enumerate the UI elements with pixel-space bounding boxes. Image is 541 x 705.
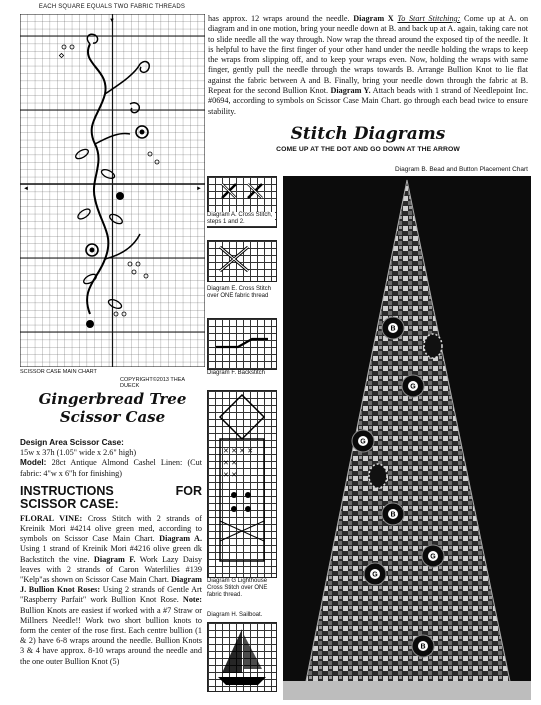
pattern-title: [20, 390, 205, 426]
note-text: Bullion Knots are easiest if worked with a #7 Straw or Millners Needle!! Work two short bullion knots to form the center of the rose first. Each centre bullion (1 & 2) have 6-8 wraps around the needle. Bullion Knots 3 & 4 have approx. 8-10 wraps around the needle and the one outer Bullion Knot (5): [20, 605, 202, 666]
design-area-label: Design Area Scissor Case:: [20, 438, 124, 447]
diagram-y-ref: Diagram Y.: [330, 86, 371, 96]
diagram-f-ref: Diagram F.: [93, 554, 136, 564]
top-paragraph-part-2: Come up at A. on diagram and in one motion, bring your needle down at B. and back up at A. again, taking care not to slide needle all the way through. Now wrap the thread around the exposed tip of the needle. It is helpful to have the first finger of your other hand under the needle holding the wraps to keep the wraps from slipping off, and to keep your wraps even. Now, holding the wraps with same finger, gently pull the needle through the wraps towards B. Arrange Bullion Knot to lie flat against the fabric between A and B. Finally, bring your needle down through the fabric at B. Repeat for the second Bullion Knot.: [208, 14, 529, 96]
svg-text:✕ ✕ ✕ ✕: ✕ ✕ ✕ ✕: [223, 447, 254, 455]
diagram-g-grid: [207, 390, 277, 578]
diagram-j-ref: Diagram J. Bullion Knot Roses:: [20, 575, 202, 595]
photo-caption: Diagram B. Bead and Button Placement Chart: [395, 166, 528, 173]
floral-vine-text: Cross Stitch with 2 strands of Kreinik Mori #4214 olive green med, according to symbols on Scissor Case Main Chart.: [20, 513, 202, 544]
button-letter: G: [410, 383, 416, 391]
bullion-text: Using 2 strands of Gentle Art "Raspberry Parfait" work Bullion Knot Rose.: [20, 585, 203, 605]
title-line-2: Scissor Case: [59, 408, 166, 426]
button-letter: B: [390, 511, 396, 519]
diagram-h-grid: [207, 622, 277, 692]
model-value: 28ct Antique Almond Cashel Linen: (Cut fabric: 4"w x 6"h for finishing): [20, 458, 203, 478]
instructions-heading-line2: SCISSOR CASE:: [20, 496, 119, 511]
floral-vine-text-2: Using 1 strand of Kreinik Mori #4216 olive green dk Backstitch the vine.: [20, 544, 202, 564]
note-label: Note:: [182, 595, 202, 605]
stitch-diagrams-title: Stitch Diagrams: [290, 124, 446, 144]
button-letter: G: [430, 553, 436, 561]
floral-vine-paragraph: [20, 514, 202, 667]
diagram-e-label: Diagram E. Cross Stitch over ONE fabric thread: [207, 286, 275, 300]
instructions-heading: [20, 485, 202, 498]
top-paragraph-part-1: has approx. 12 wraps around the needle.: [208, 14, 350, 23]
design-area-value: 15w x 37h (1.05" wide x 2.6" high): [20, 448, 137, 458]
stitch-diagrams-subtitle: COME UP AT THE DOT AND GO DOWN AT THE ARROW: [276, 146, 460, 153]
floral-vine-label: FLORAL VINE:: [20, 513, 83, 523]
svg-text:✕ ✕: ✕ ✕: [223, 471, 237, 479]
diagram-h-label: Diagram H. Sailboat.: [207, 612, 275, 619]
bead-button-placement-photo: [283, 176, 531, 700]
diagram-x-ref: Diagram X: [353, 14, 394, 23]
instructions-heading-left: INSTRUCTIONS: [20, 483, 114, 498]
to-start-stitching: To Start Stitching:: [397, 14, 461, 23]
chart-caption: EACH SQUARE EQUALS TWO FABRIC THREADS: [38, 4, 186, 10]
svg-text:►: ►: [196, 186, 202, 192]
button-letter: G: [372, 571, 378, 579]
top-paragraph-part-3: Attach beads with 1 strand of Needlepoint Inc. #0694, according to symbols on Scissor Case Main Chart. go through each bead twice to ensure stability.: [208, 86, 528, 116]
scissor-case-main-chart: [20, 14, 205, 367]
button-letter: B: [420, 643, 426, 651]
svg-text:▼: ▼: [109, 18, 115, 24]
left-column-text: [20, 438, 202, 667]
top-paragraph: [208, 14, 528, 117]
button-letter: G: [360, 438, 366, 446]
model-label: Model:: [20, 458, 47, 468]
title-line-1: Gingerbread Tree: [38, 390, 187, 408]
diagram-f-label: Diagram F. Backstitch: [207, 370, 275, 377]
diagram-e-grid: [207, 240, 277, 282]
diagram-f-grid: [207, 318, 277, 370]
diagram-a-ref: Diagram A.: [159, 534, 203, 544]
striped-bead: [369, 464, 387, 488]
diagram-a-label: Diagram A. Cross Stitch, steps 1 and 2.: [207, 212, 275, 226]
chart-footer-left: SCISSOR CASE MAIN CHART: [20, 369, 97, 375]
lazy-daisy-text: Work Lazy Daisy leaves with 2 strands of Caron Waterlilies #139 "Kelp"as shown on Scissor Case Main Chart.: [20, 554, 203, 585]
instructions-heading-right: FOR: [175, 483, 202, 498]
button-letter: B: [390, 325, 396, 333]
chart-copyright: COPYRIGHT©2013 THEA DUECK: [120, 377, 185, 389]
svg-text:✕ ✕: ✕ ✕: [223, 459, 237, 467]
diagram-g-label: Diagram G Lighthouse Cross Stitch over ONE fabric thread.: [207, 578, 275, 599]
striped-bead: [424, 334, 442, 358]
svg-text:◄: ◄: [23, 186, 29, 192]
